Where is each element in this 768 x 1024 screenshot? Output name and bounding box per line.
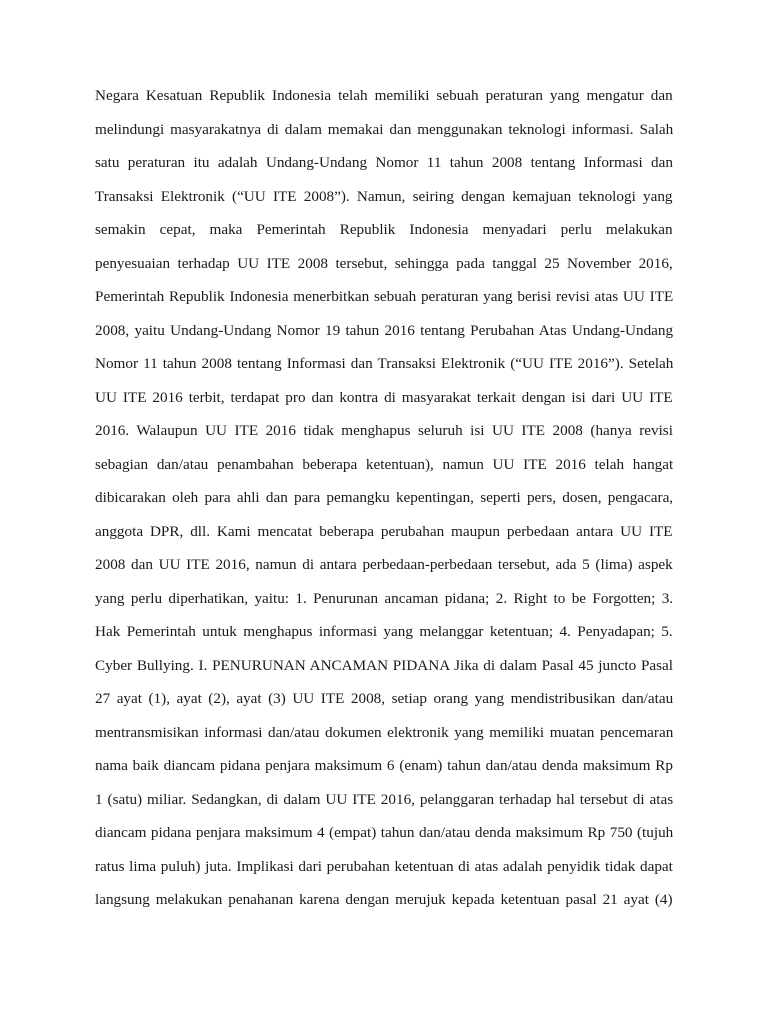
paragraph-line: Transaksi Elektronik (“UU ITE 2008”). Namun, seiring dengan kemajuan teknologi yang [95, 187, 673, 205]
paragraph-line: Nomor 11 tahun 2008 tentang Informasi dan Transaksi Elektronik (“UU ITE 2016”). Setelah [95, 355, 673, 372]
paragraph-line: yang perlu diperhatikan, yaitu: 1. Penurunan ancaman pidana; 2. Right to be Forgotten; 3. [95, 589, 673, 607]
paragraph-line: 2008 dan UU ITE 2016, namun di antara perbedaan-perbedaan tersebut, ada 5 (lima) aspek [95, 556, 673, 573]
paragraph-line: nama baik diancam pidana penjara maksimum 6 (enam) tahun dan/atau denda maksimum Rp [95, 757, 673, 774]
paragraph-line: dibicarakan oleh para ahli dan para pemangku kepentingan, seperti pers, dosen, pengacara, [95, 489, 673, 506]
paragraph-line: langsung melakukan penahanan karena dengan merujuk kepada ketentuan pasal 21 ayat (4) [95, 891, 673, 908]
paragraph-line: 2016. Walaupun UU ITE 2016 tidak menghapus seluruh isi UU ITE 2008 (hanya revisi [95, 422, 673, 439]
paragraph-line: 2008, yaitu Undang-Undang Nomor 19 tahun 2016 tentang Perubahan Atas Undang-Undang [95, 321, 673, 339]
paragraph-line: 1 (satu) miliar. Sedangkan, di dalam UU ITE 2016, pelanggaran terhadap hal tersebut di atas [95, 790, 673, 808]
paragraph-line: anggota DPR, dll. Kami mencatat beberapa perubahan maupun perbedaan antara UU ITE [95, 522, 673, 540]
paragraph-line: penyesuaian terhadap UU ITE 2008 tersebut, sehingga pada tanggal 25 November 2016, [95, 254, 673, 272]
paragraph-line: melindungi masyarakatnya di dalam memakai dan menggunakan teknologi informasi. Salah [95, 120, 673, 138]
paragraph-line: diancam pidana penjara maksimum 4 (empat) tahun dan/atau denda maksimum Rp 750 (tujuh [95, 824, 673, 841]
paragraph-line: Hak Pemerintah untuk menghapus informasi yang melanggar ketentuan; 4. Penyadapan; 5. [95, 623, 673, 640]
paragraph-line: sebagian dan/atau penambahan beberapa ketentuan), namun UU ITE 2016 telah hangat [95, 455, 673, 473]
paragraph-line: Cyber Bullying. I. PENURUNAN ANCAMAN PIDANA Jika di dalam Pasal 45 juncto Pasal [95, 656, 673, 674]
paragraph-line: ratus lima puluh) juta. Implikasi dari perubahan ketentuan di atas adalah penyidik tidak dapat [95, 857, 673, 875]
paragraph-line: Negara Kesatuan Republik Indonesia telah memiliki sebuah peraturan yang mengatur dan [95, 87, 673, 104]
paragraph-line: semakin cepat, maka Pemerintah Republik Indonesia menyadari perlu melakukan [95, 221, 673, 238]
paragraph-line: UU ITE 2016 terbit, terdapat pro dan kontra di masyarakat terkait dengan isi dari UU ITE [95, 388, 673, 406]
paragraph-line: 27 ayat (1), ayat (2), ayat (3) UU ITE 2008, setiap orang yang mendistribusikan dan/atau [95, 690, 673, 707]
paragraph-line: satu peraturan itu adalah Undang-Undang Nomor 11 tahun 2008 tentang Informasi dan [95, 154, 673, 171]
paragraph-line: mentransmisikan informasi dan/atau dokumen elektronik yang memiliki muatan pencemaran [95, 723, 673, 741]
paragraph-line: Pemerintah Republik Indonesia menerbitkan sebuah peraturan yang berisi revisi atas UU ITE [95, 288, 673, 305]
body-paragraph [95, 84, 673, 922]
